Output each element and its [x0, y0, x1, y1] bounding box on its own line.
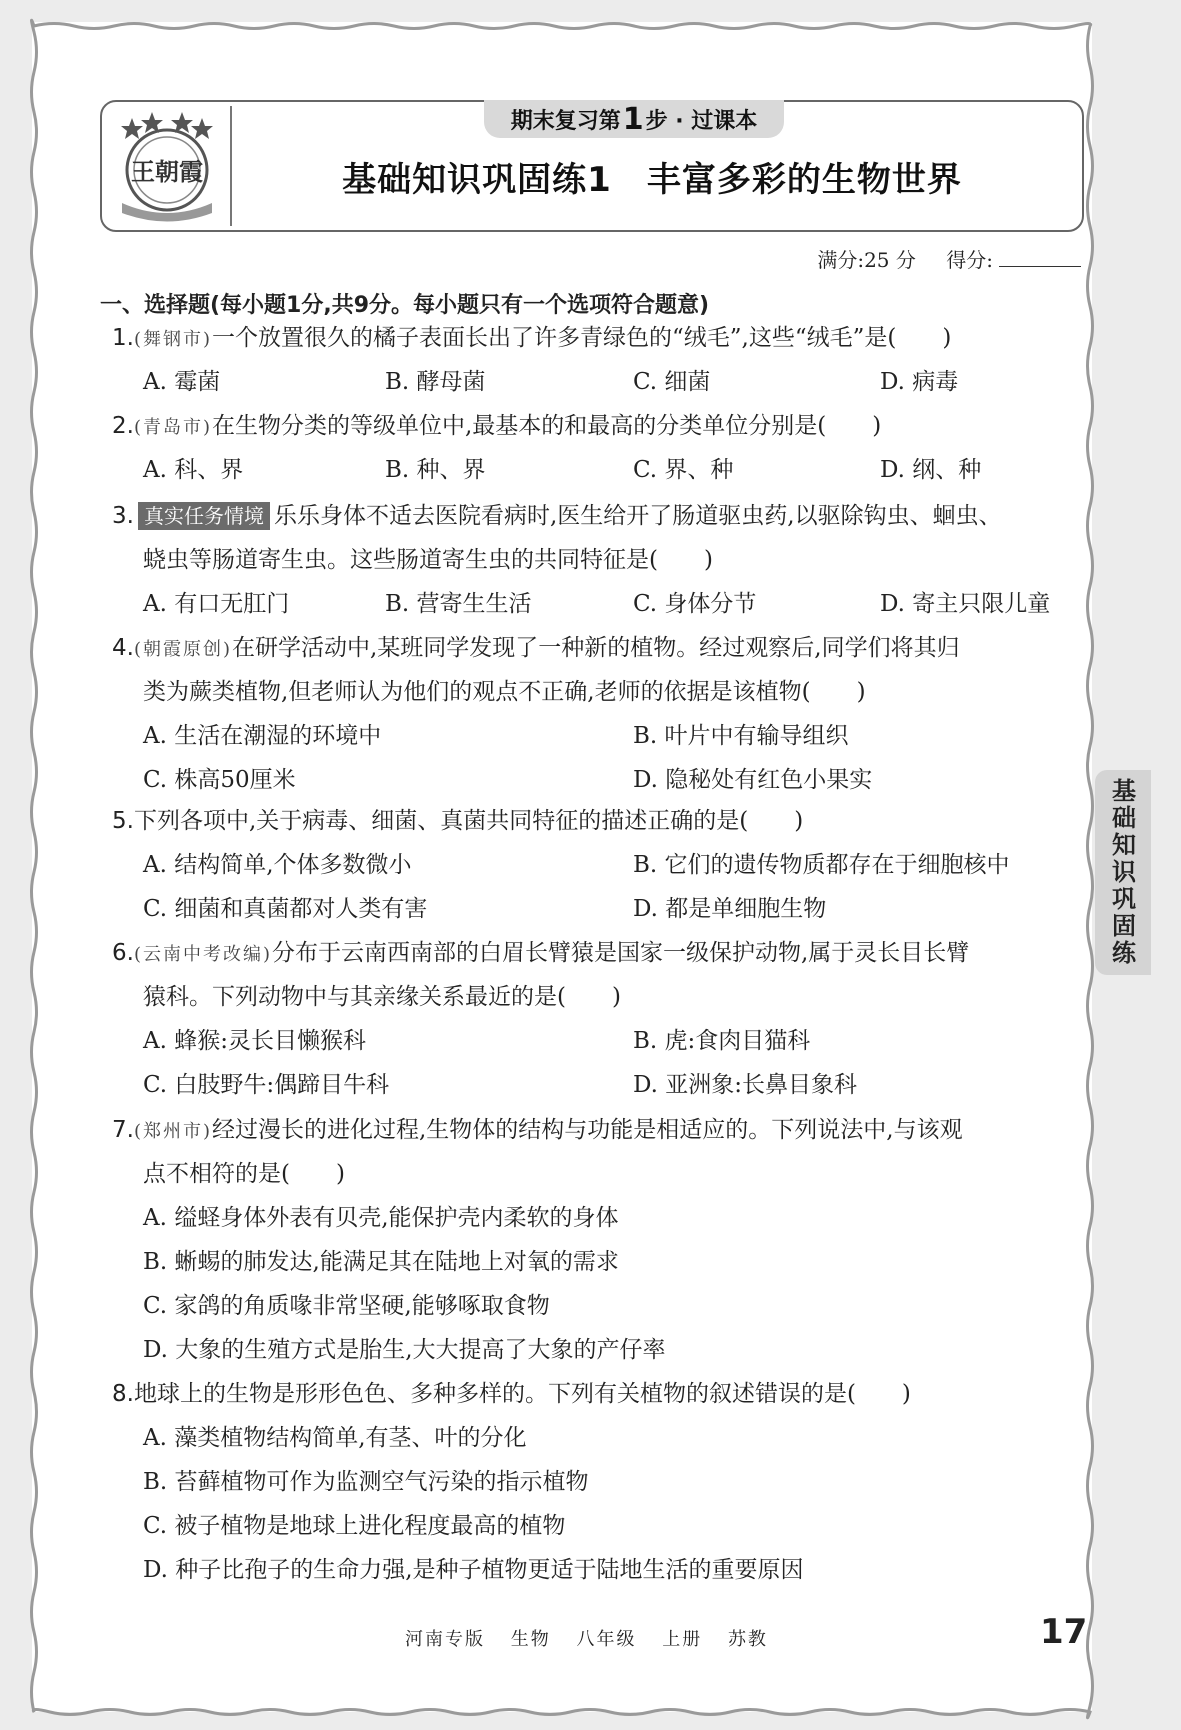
question-number: 6. [112, 940, 134, 966]
option-b[interactable]: B. 种、界 [385, 457, 486, 483]
option-c[interactable]: C. 家鸽的角质喙非常坚硬,能够啄取食物 [143, 1293, 550, 1319]
question-3 [112, 494, 1002, 538]
score-line [817, 244, 1081, 273]
question-source: (云南中考改编) [133, 944, 272, 965]
question-source: (舞钢市) [133, 329, 212, 350]
question-text-continued: 点不相符的是( ) [143, 1161, 345, 1187]
question-text: 乐乐身体不适去医院看病时,医生给开了肠道驱虫药,以驱除钩虫、蛔虫、 [273, 503, 1002, 529]
option-c[interactable]: C. 细菌 [633, 369, 711, 395]
question-source: (青岛市) [133, 417, 212, 438]
footer-grade: 八年级 [576, 1629, 637, 1650]
option-b[interactable]: B. 酵母菌 [385, 369, 486, 395]
footer-subject: 生物 [510, 1629, 551, 1650]
option-d[interactable]: D. 病毒 [880, 369, 959, 395]
option-a[interactable]: A. 缢蛏身体外表有贝壳,能保护壳内柔软的身体 [143, 1205, 619, 1231]
option-a[interactable]: A. 有口无肛门 [143, 591, 290, 617]
option-b[interactable]: B. 苔藓植物可作为监测空气污染的指示植物 [143, 1469, 589, 1495]
question-number: 5. [112, 808, 134, 834]
question-text-continued: 蛲虫等肠道寄生虫。这些肠道寄生虫的共同特征是( ) [143, 547, 713, 573]
page-number: 17 [1040, 1612, 1088, 1652]
option-b[interactable]: B. 虎:食肉目猫科 [633, 1028, 811, 1054]
question-text: 经过漫长的进化过程,生物体的结构与功能是相适应的。下列说法中,与该观 [212, 1117, 963, 1143]
option-a[interactable]: A. 藻类植物结构简单,有茎、叶的分化 [143, 1425, 527, 1451]
option-a[interactable]: A. 霉菌 [143, 369, 221, 395]
question-number: 1. [112, 325, 134, 351]
full-score: 满分:25 分 [817, 248, 916, 272]
option-d[interactable]: D. 都是单细胞生物 [633, 896, 827, 922]
question-8 [112, 1372, 911, 1416]
option-a[interactable]: A. 科、界 [143, 457, 244, 483]
got-score-label: 得分: [946, 248, 993, 272]
question-text-continued: 猿科。下列动物中与其亲缘关系最近的是( ) [143, 984, 621, 1010]
option-d[interactable]: D. 寄主只限儿童 [880, 591, 1051, 617]
option-c[interactable]: C. 细菌和真菌都对人类有害 [143, 896, 428, 922]
option-d[interactable]: D. 种子比孢子的生命力强,是种子植物更适于陆地生活的重要原因 [143, 1557, 804, 1583]
question-text: 一个放置很久的橘子表面长出了许多青绿色的“绒毛”,这些“绒毛”是( ) [212, 325, 952, 351]
option-c[interactable]: C. 身体分节 [633, 591, 757, 617]
option-b[interactable]: B. 营寄生生活 [385, 591, 532, 617]
question-6 [112, 931, 969, 977]
option-c[interactable]: C. 株高50厘米 [143, 767, 296, 793]
question-number: 8. [112, 1381, 134, 1407]
question-text: 分布于云南西南部的白眉长臂猿是国家一级保护动物,属于灵长目长臂 [272, 940, 970, 966]
option-a[interactable]: A. 蜂猴:灵长目懒猴科 [143, 1028, 366, 1054]
option-a[interactable]: A. 结构简单,个体多数微小 [143, 852, 412, 878]
question-text: 在研学活动中,某班同学发现了一种新的植物。经过观察后,同学们将其归 [232, 635, 960, 661]
question-number: 7. [112, 1117, 134, 1143]
step-tab-suffix: 步 · 过课本 [645, 108, 758, 134]
side-tab [1095, 770, 1151, 975]
question-text: 在生物分类的等级单位中,最基本的和最高的分类单位分别是( ) [212, 413, 882, 439]
question-number: 3. [112, 503, 134, 529]
publisher-logo [112, 108, 222, 223]
footer-volume: 上册 [662, 1629, 703, 1650]
question-4 [112, 626, 960, 672]
step-tab-number: 1 [622, 101, 644, 137]
logo-text: 王朝霞 [131, 157, 203, 186]
question-7 [112, 1108, 963, 1154]
option-b[interactable]: B. 蜥蜴的肺发达,能满足其在陆地上对氧的需求 [143, 1249, 619, 1275]
header-divider [230, 106, 232, 226]
option-c[interactable]: C. 被子植物是地球上进化程度最高的植物 [143, 1513, 566, 1539]
step-tab-prefix: 期末复习第 [510, 108, 621, 134]
option-d[interactable]: D. 亚洲象:长鼻目象科 [633, 1072, 857, 1098]
question-2 [112, 404, 881, 450]
option-c[interactable]: C. 界、种 [633, 457, 734, 483]
footer-publisher: 苏教 [727, 1629, 768, 1650]
question-source: (朝霞原创) [133, 639, 232, 660]
page-title: 基础知识巩固练1 丰富多彩的生物世界 [342, 160, 962, 200]
question-text: 地球上的生物是形形色色、多种多样的。下列有关植物的叙述错误的是( ) [133, 1381, 911, 1407]
option-c[interactable]: C. 白肢野牛:偶蹄目牛科 [143, 1072, 390, 1098]
question-number: 2. [112, 413, 134, 439]
footer-edition: 河南专版 [405, 1629, 485, 1650]
header-box [100, 100, 1084, 232]
question-1 [112, 316, 951, 362]
option-d[interactable]: D. 纲、种 [880, 457, 982, 483]
question-5 [112, 799, 803, 843]
step-tab [484, 100, 784, 138]
score-blank [999, 266, 1081, 267]
question-number: 4. [112, 635, 134, 661]
option-b[interactable]: B. 叶片中有输导组织 [633, 723, 849, 749]
side-tab-label: 基础知识巩固练 [1112, 777, 1136, 967]
footer [405, 1625, 786, 1651]
option-b[interactable]: B. 它们的遗传物质都存在于细胞核中 [633, 852, 1010, 878]
scenario-tag: 真实任务情境 [138, 502, 270, 530]
question-text-continued: 类为蕨类植物,但老师认为他们的观点不正确,老师的依据是该植物( ) [143, 679, 866, 705]
question-text: 下列各项中,关于病毒、细菌、真菌共同特征的描述正确的是( ) [133, 808, 804, 834]
option-d[interactable]: D. 隐秘处有红色小果实 [633, 767, 873, 793]
option-d[interactable]: D. 大象的生殖方式是胎生,大大提高了大象的产仔率 [143, 1337, 666, 1363]
section-title: 一、选择题(每小题1分,共9分。每小题只有一个选项符合题意) [100, 293, 710, 318]
question-source: (郑州市) [133, 1121, 212, 1142]
option-a[interactable]: A. 生活在潮湿的环境中 [143, 723, 382, 749]
